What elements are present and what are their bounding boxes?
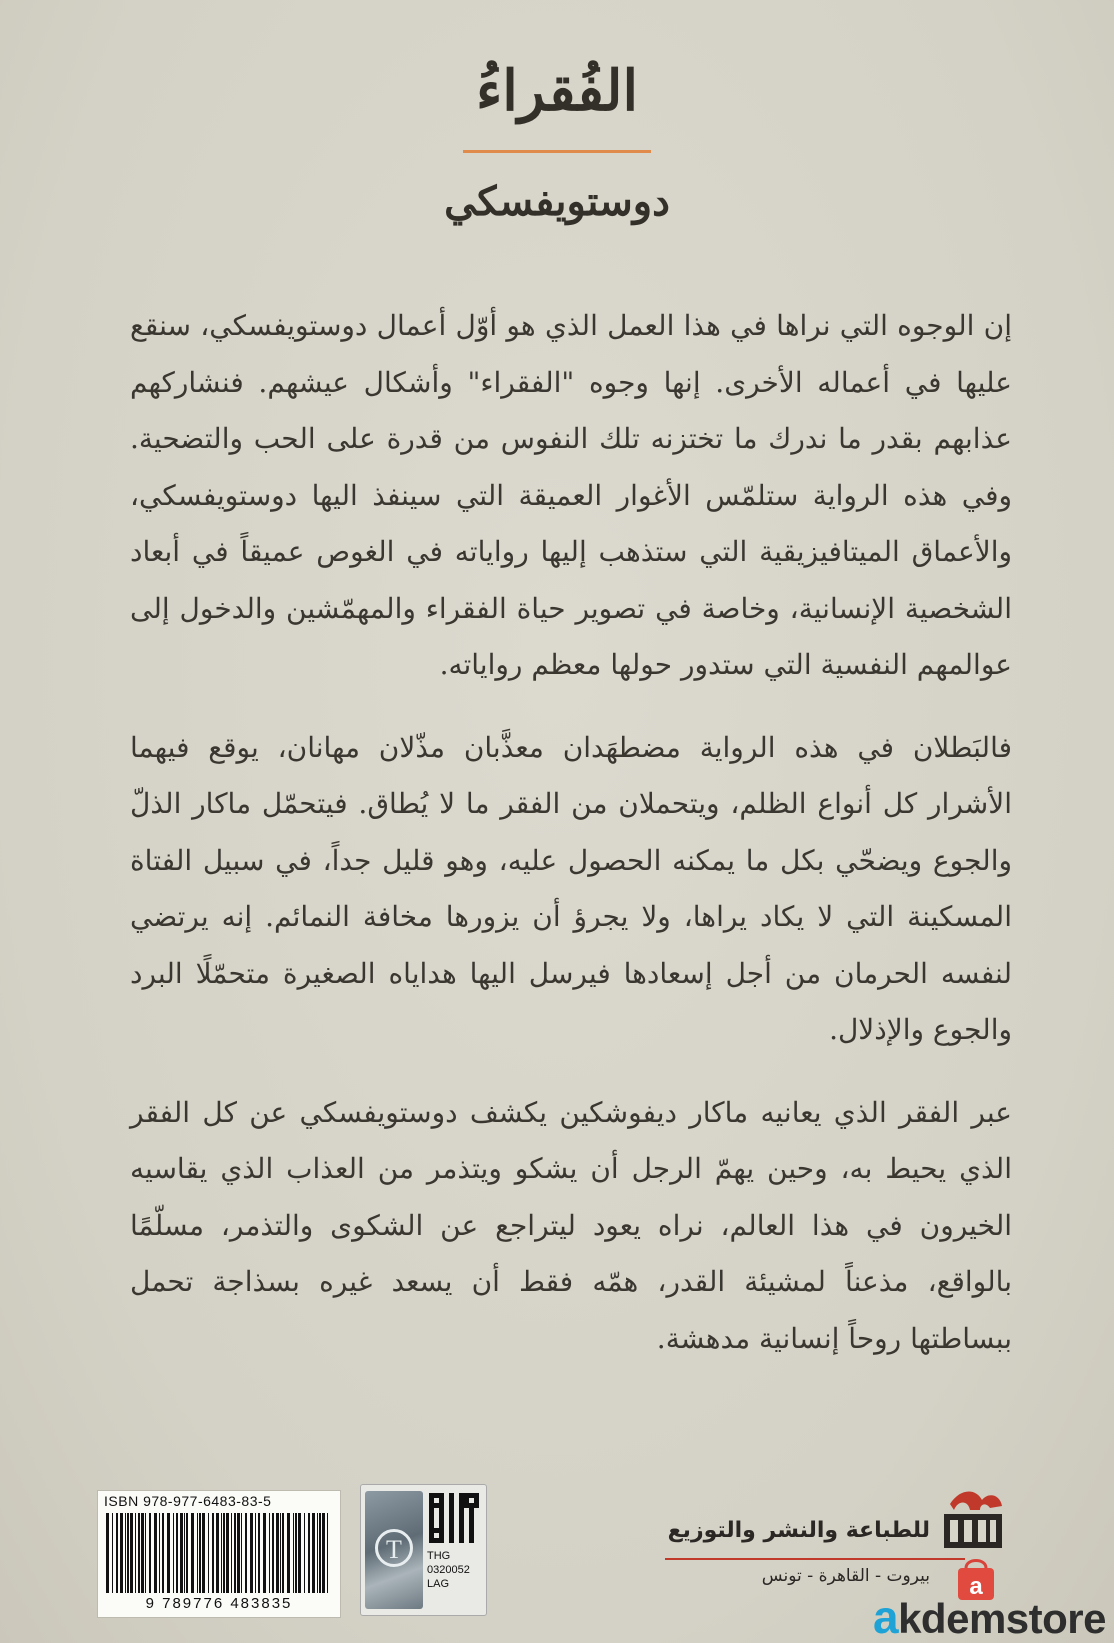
sticker-code-line-3: LAG bbox=[427, 1578, 450, 1590]
publisher-divider bbox=[665, 1558, 965, 1560]
blurb-paragraph-1: إن الوجوه التي نراها في هذا العمل الذي هو أوّل أعمال دوستويفسكي، سنقع عليها في أعماله الأخرى. إنها وجوه "الفقراء" وأشكال عيشهم. فنشاركهم عذابهم بقدر ما ندرك ما تختزنه تلك النفوس من قدرة على الحب والتضحية. وفي هذه الرواية ستلمّس الأغوار العميقة التي سينفذ اليها دوستويفسكي، والأعماق الميتافيزيقية التي ستذهب إليها رواياته في الغوص عميقاً في أبعاد الشخصية الإنسانية، وخاصة في تصوير حياة الفقراء والمهمّشين والدخول إلى عوالمهم النفسية التي ستدور حولها معظم رواياته. bbox=[130, 309, 1013, 681]
isbn-barcode bbox=[97, 1490, 341, 1618]
qr-code-icon bbox=[429, 1493, 479, 1543]
isbn-label: ISBN 978-977-6483-83-5 bbox=[104, 1493, 272, 1509]
publisher-logo-icon bbox=[930, 1486, 1010, 1556]
publisher-cities: بيروت - القاهرة - تونس bbox=[761, 1566, 930, 1586]
title-divider bbox=[463, 150, 651, 153]
sticker-code-line-1: THG bbox=[427, 1550, 451, 1562]
isbn-digits: 9 789776 483835 bbox=[145, 1595, 293, 1612]
barcode-bars bbox=[104, 1513, 334, 1593]
security-sticker bbox=[360, 1484, 487, 1616]
watermark-rest: kdemstore bbox=[898, 1595, 1106, 1642]
blurb-paragraph-3: عبر الفقر الذي يعانيه ماكار ديفوشكين يكشف دوستويفسكي عن كل الفقر الذي يحيط به، وحين يهمّ الرجل أن يشكو ويتذمر من العذاب الذي يقاسيه الخيرون في هذا العالم، نراه يعود ليتراجع عن الشكوى والتذمر، مسلّمًا بالواقع، مذعناً لمشيئة القدر، همّه فقط أن يسعد غيره بسذاجة تحمل ببساطتها روحاً إنسانية مدهشة. bbox=[130, 1095, 1013, 1355]
sticker-code bbox=[427, 1549, 485, 1591]
hologram-icon bbox=[365, 1491, 423, 1609]
watermark-initial: a bbox=[872, 1591, 899, 1643]
store-watermark bbox=[776, 1591, 1106, 1643]
book-title: الفُقراءُ bbox=[475, 58, 639, 124]
blurb-text bbox=[130, 298, 1012, 1393]
sticker-code-line-2: 0320052 bbox=[427, 1564, 470, 1576]
blurb-paragraph-2: فالبَطلان في هذه الرواية مضطهَدان معذَّبان مذّلان مهانان، يوقع فيهما الأشرار كل أنواع الظلم، ويتحملان من الفقر ما لا يُطاق. فيتحمّل ماكار الذلّ والجوع ويضحّي بكل ما يمكنه الحصول عليه، وهو قليل جداً، في سبيل الفتاة المسكينة التي لا يكاد يراها، ولا يجرؤ أن يزورها مخافة النمائم. إنه يرتضي لنفسه الحرمان من أجل إسعادها فيرسل اليها هداياه الصغيرة متحمّلًا البرد والجوع والإذلال. bbox=[130, 730, 1012, 1046]
svg-text:a: a bbox=[969, 1573, 983, 1600]
hologram-mark-icon: T bbox=[375, 1529, 413, 1567]
book-author: دوستويفسكي bbox=[444, 178, 670, 225]
publisher-name: للطباعة والنشر والتوزيع bbox=[667, 1518, 930, 1543]
